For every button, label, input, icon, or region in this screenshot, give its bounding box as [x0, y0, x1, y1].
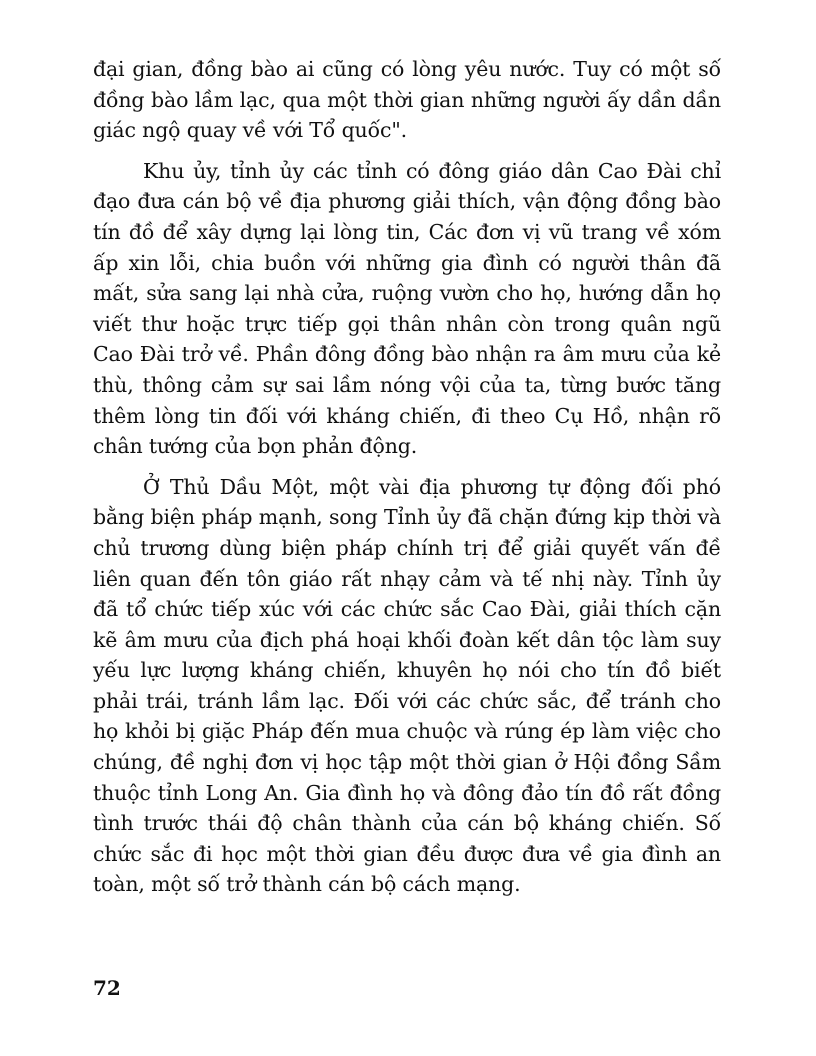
body-text [93, 54, 721, 910]
page-number: 72 [93, 976, 121, 1000]
paragraph-thu-dau-mot: Ở Thủ Dầu Một, một vài địa phương tự động đối phó bằng biện pháp mạnh, song Tỉnh ủy đã chặn đứng kịp thời và chủ trương dùng biện pháp chính trị để giải quyết vấn đề liên quan đến tôn giáo rất nhạy cảm và tế nhị này. Tỉnh ủy đã tổ chức tiếp xúc với các chức sắc Cao Đài, giải thích cặn kẽ âm mưu của địch phá hoại khối đoàn kết dân tộc làm suy yếu lực lượng kháng chiến, khuyên họ nói cho tín đồ biết phải trái, tránh lầm lạc. Đối với các chức sắc, để tránh cho họ khỏi bị giặc Pháp đến mua chuộc và rúng ép làm việc cho chúng, đề nghị đơn vị học tập một thời gian ở Hội đồng Sầm thuộc tỉnh Long An. Gia đình họ và đông đảo tín đồ rất đồng tình trước thái độ chân thành của cán bộ kháng chiến. Số chức sắc đi học một thời gian đều được đưa về gia đình an toàn, một số trở thành cán bộ cách mạng. [93, 474, 721, 897]
paragraph-continuation: đại gian, đồng bào ai cũng có lòng yêu nước. Tuy có một số đồng bào lầm lạc, qua một thời gian những người ấy dần dần giác ngộ quay về với Tổ quốc". [93, 57, 721, 143]
paragraph-party-committee: Khu ủy, tỉnh ủy các tỉnh có đông giáo dân Cao Đài chỉ đạo đưa cán bộ về địa phương giải thích, vận động đồng bào tín đồ để xây dựng lại lòng tin, Các đơn vị vũ trang về xóm ấp xin lỗi, chia buồn với những gia đình có người thân đã mất, sửa sang lại nhà cửa, ruộng vườn cho họ, hướng dẫn họ viết thư hoặc trực tiếp gọi thân nhân còn trong quân ngũ Cao Đài trở về. Phần đông đồng bào nhận ra âm mưu của kẻ thù, thông cảm sự sai lầm nóng vội của ta, từng bước tăng thêm lòng tin đối với kháng chiến, đi theo Cụ Hồ, nhận rõ chân tướng của bọn phản động. [93, 158, 721, 459]
